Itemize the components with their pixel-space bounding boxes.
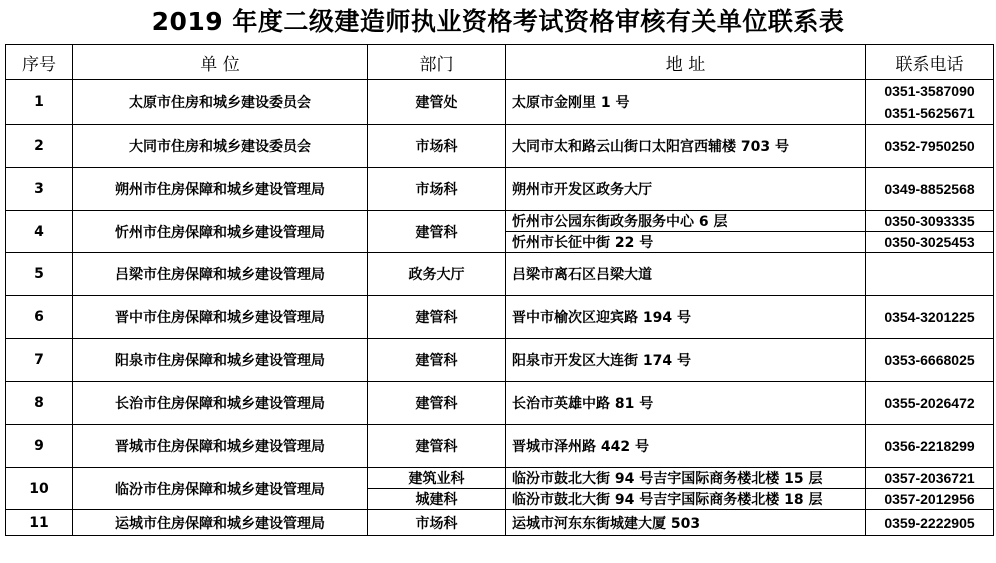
cell-dept: 建管科: [368, 382, 506, 425]
cell-addr: 长治市英雄中路 81 号: [506, 382, 866, 425]
cell-dept: 建管科: [368, 296, 506, 339]
table-row: [6, 211, 994, 232]
cell-phone: 0350-3025453: [866, 232, 994, 253]
cell-no: 2: [6, 125, 73, 168]
cell-addr: 吕梁市离石区吕梁大道: [506, 253, 866, 296]
phone-1: 0351-3587090: [884, 83, 975, 99]
cell-addr: 大同市太和路云山街口太阳宫西辅楼 703 号: [506, 125, 866, 168]
cell-no: 10: [6, 468, 73, 510]
cell-dept: 建管科: [368, 339, 506, 382]
table-row: [6, 339, 994, 382]
cell-dept: 市场科: [368, 125, 506, 168]
cell-unit: 阳泉市住房保障和城乡建设管理局: [73, 339, 368, 382]
cell-phone: 0349-8852568: [866, 168, 994, 211]
cell-addr: 阳泉市开发区大连街 174 号: [506, 339, 866, 382]
table-row: [6, 296, 994, 339]
cell-no: 6: [6, 296, 73, 339]
cell-phone: [866, 80, 994, 125]
cell-addr: 运城市河东东街城建大厦 503: [506, 510, 866, 536]
cell-dept: 建筑业科: [368, 468, 506, 489]
cell-dept: 建管处: [368, 80, 506, 125]
cell-addr: 忻州市公园东街政务服务中心 6 层: [506, 211, 866, 232]
table-row: [6, 425, 994, 468]
table-row: [6, 80, 994, 125]
cell-no: 11: [6, 510, 73, 536]
header-unit: 单 位: [73, 45, 368, 80]
cell-phone: 0352-7950250: [866, 125, 994, 168]
cell-phone: 0353-6668025: [866, 339, 994, 382]
cell-addr: 晋中市榆次区迎宾路 194 号: [506, 296, 866, 339]
cell-unit: 太原市住房和城乡建设委员会: [73, 80, 368, 125]
cell-unit: 晋城市住房保障和城乡建设管理局: [73, 425, 368, 468]
phone-2: 0351-5625671: [884, 105, 975, 121]
cell-unit: 临汾市住房保障和城乡建设管理局: [73, 468, 368, 510]
cell-no: 5: [6, 253, 73, 296]
contact-table: [5, 44, 994, 536]
cell-unit: 吕梁市住房保障和城乡建设管理局: [73, 253, 368, 296]
cell-addr: 临汾市鼓北大街 94 号吉宇国际商务楼北楼 18 层: [506, 489, 866, 510]
cell-unit: 长治市住房保障和城乡建设管理局: [73, 382, 368, 425]
cell-phone: 0357-2012956: [866, 489, 994, 510]
cell-phone: 0359-2222905: [866, 510, 994, 536]
cell-dept: 政务大厅: [368, 253, 506, 296]
cell-unit: 晋中市住房保障和城乡建设管理局: [73, 296, 368, 339]
cell-no: 4: [6, 211, 73, 253]
page-title: 2019 年度二级建造师执业资格考试资格审核有关单位联系表: [151, 7, 845, 36]
cell-phone: 0356-2218299: [866, 425, 994, 468]
cell-phone: 0355-2026472: [866, 382, 994, 425]
table-header: [6, 45, 994, 80]
cell-unit: 运城市住房保障和城乡建设管理局: [73, 510, 368, 536]
header-no: 序号: [6, 45, 73, 80]
cell-no: 7: [6, 339, 73, 382]
cell-phone: [866, 253, 994, 296]
header-dept: 部门: [368, 45, 506, 80]
cell-addr: 太原市金刚里 1 号: [506, 80, 866, 125]
table-row: [6, 168, 994, 211]
header-addr: 地 址: [506, 45, 866, 80]
cell-no: 8: [6, 382, 73, 425]
cell-phone: 0354-3201225: [866, 296, 994, 339]
cell-dept: 城建科: [368, 489, 506, 510]
cell-addr: 忻州市长征中街 22 号: [506, 232, 866, 253]
cell-addr: 晋城市泽州路 442 号: [506, 425, 866, 468]
cell-unit: 大同市住房和城乡建设委员会: [73, 125, 368, 168]
cell-addr: 临汾市鼓北大街 94 号吉宇国际商务楼北楼 15 层: [506, 468, 866, 489]
table-row: [6, 510, 994, 536]
table-row: [6, 125, 994, 168]
cell-phone: 0357-2036721: [866, 468, 994, 489]
cell-dept: 建管科: [368, 425, 506, 468]
cell-unit: 朔州市住房保障和城乡建设管理局: [73, 168, 368, 211]
header-phone: 联系电话: [866, 45, 994, 80]
cell-dept: 建管科: [368, 211, 506, 253]
table-row: [6, 468, 994, 489]
cell-addr: 朔州市开发区政务大厅: [506, 168, 866, 211]
table-row: [6, 382, 994, 425]
table-row: [6, 253, 994, 296]
cell-phone: 0350-3093335: [866, 211, 994, 232]
cell-no: 1: [6, 80, 73, 125]
cell-no: 9: [6, 425, 73, 468]
cell-unit: 忻州市住房保障和城乡建设管理局: [73, 211, 368, 253]
cell-dept: 市场科: [368, 510, 506, 536]
cell-dept: 市场科: [368, 168, 506, 211]
cell-no: 3: [6, 168, 73, 211]
